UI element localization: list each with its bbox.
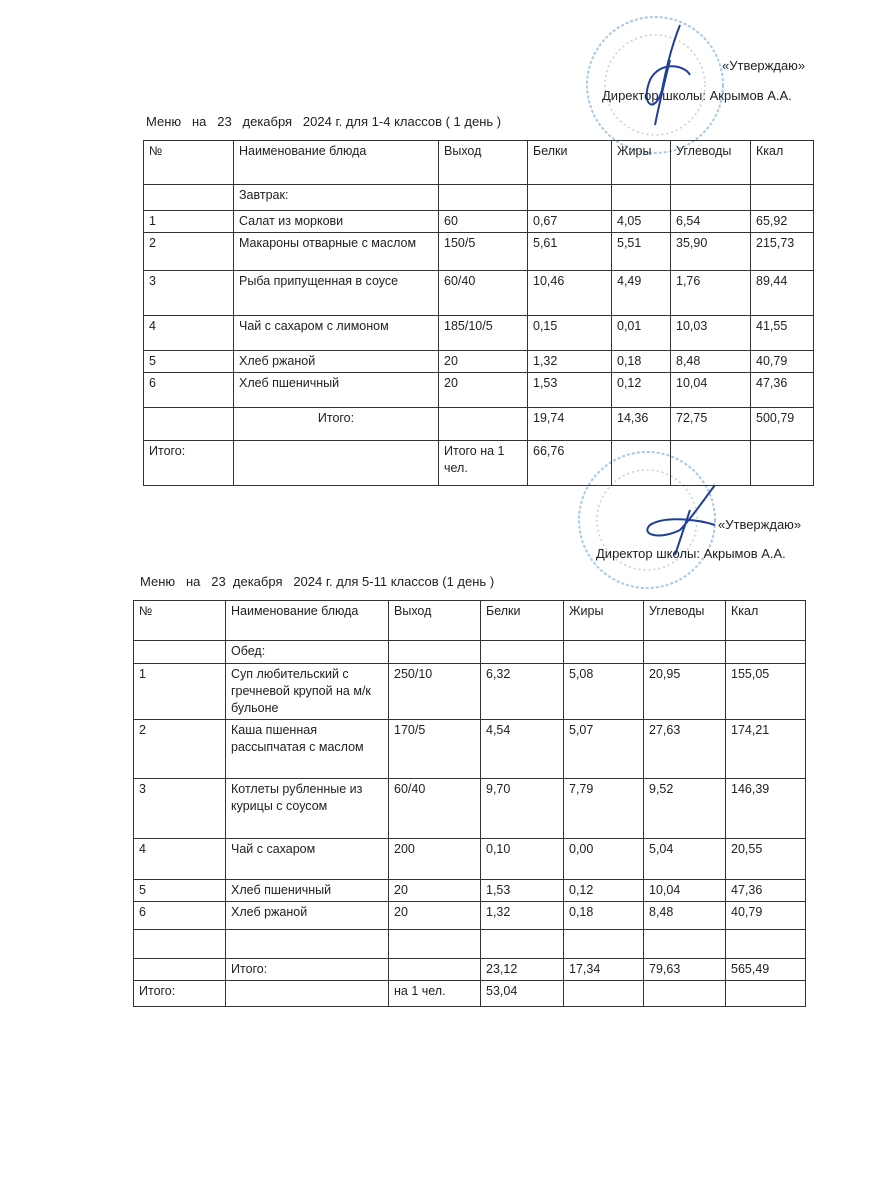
cell-fat: 0,00 — [564, 839, 644, 880]
cell-number: 3 — [134, 779, 226, 839]
cell-protein: 66,76 — [528, 441, 612, 486]
header-number: № — [144, 141, 234, 185]
school-stamp — [580, 10, 730, 160]
cell-fat: 0,12 — [612, 373, 671, 408]
cell-dish-name: Рыба припущенная в соусе — [234, 271, 439, 316]
cell-fat: 17,34 — [564, 959, 644, 981]
cell-fat — [564, 981, 644, 1007]
cell-protein: 1,32 — [481, 902, 564, 930]
cell-fat: 14,36 — [612, 408, 671, 441]
cell-fat: 0,12 — [564, 880, 644, 902]
cell-protein — [481, 930, 564, 959]
cell-protein: 1,32 — [528, 351, 612, 373]
cell-number — [134, 959, 226, 981]
cell-carbs: 5,04 — [644, 839, 726, 880]
director-signature-line: Директор школы: Акрымов А.А. — [602, 88, 792, 103]
cell-number: 4 — [134, 839, 226, 880]
cell-number: 5 — [144, 351, 234, 373]
cell-carbs: 8,48 — [671, 351, 751, 373]
cell-number — [134, 930, 226, 959]
cell-fat: 5,51 — [612, 233, 671, 271]
cell-portion: 150/5 — [439, 233, 528, 271]
cell-portion: 170/5 — [389, 720, 481, 779]
cell-portion: 200 — [389, 839, 481, 880]
cell-number: 6 — [134, 902, 226, 930]
menu-table-1-4 — [143, 140, 814, 486]
cell-carbs: 27,63 — [644, 720, 726, 779]
cell-protein: 0,15 — [528, 316, 612, 351]
cell-carbs: 79,63 — [644, 959, 726, 981]
cell-fat — [612, 441, 671, 486]
cell-kcal: 215,73 — [751, 233, 814, 271]
cell-protein: 23,12 — [481, 959, 564, 981]
cell-number — [144, 408, 234, 441]
cell-portion: 60 — [439, 211, 528, 233]
cell-protein: 0,10 — [481, 839, 564, 880]
cell-kcal — [751, 185, 814, 211]
header-dish-name: Наименование блюда — [226, 601, 389, 641]
header-dish-name: Наименование блюда — [234, 141, 439, 185]
cell-portion — [439, 408, 528, 441]
table-row — [134, 880, 806, 902]
cell-kcal — [751, 441, 814, 486]
cell-number — [134, 641, 226, 664]
cell-fat: 5,08 — [564, 664, 644, 720]
table-header-row — [144, 141, 814, 185]
cell-kcal: 500,79 — [751, 408, 814, 441]
table-row — [134, 839, 806, 880]
table-row — [144, 408, 814, 441]
cell-dish-name: Хлеб ржаной — [234, 351, 439, 373]
cell-carbs — [671, 441, 751, 486]
cell-dish-name: Суп любительский с гречневой крупой на м/к бульоне — [226, 664, 389, 720]
cell-carbs: 10,03 — [671, 316, 751, 351]
cell-carbs — [644, 930, 726, 959]
cell-carbs: 8,48 — [644, 902, 726, 930]
cell-kcal: 146,39 — [726, 779, 806, 839]
table-row — [144, 316, 814, 351]
cell-dish-name: Чай с сахаром — [226, 839, 389, 880]
cell-portion: на 1 чел. — [389, 981, 481, 1007]
table-row — [134, 664, 806, 720]
table-row — [144, 211, 814, 233]
cell-portion: 185/10/5 — [439, 316, 528, 351]
cell-number: 4 — [144, 316, 234, 351]
cell-kcal: 47,36 — [726, 880, 806, 902]
cell-carbs — [644, 981, 726, 1007]
cell-kcal: 40,79 — [751, 351, 814, 373]
cell-number: 1 — [134, 664, 226, 720]
menu-title: Меню на 23 декабря 2024 г. для 5-11 классов (1 день ) — [140, 574, 495, 589]
cell-dish-name: Хлеб пшеничный — [226, 880, 389, 902]
cell-fat — [612, 185, 671, 211]
cell-kcal: 155,05 — [726, 664, 806, 720]
cell-kcal: 41,55 — [751, 316, 814, 351]
cell-protein: 4,54 — [481, 720, 564, 779]
header-carbs: Углеводы — [644, 601, 726, 641]
cell-portion: 60/40 — [439, 271, 528, 316]
cell-carbs — [671, 185, 751, 211]
cell-kcal: 47,36 — [751, 373, 814, 408]
cell-portion: 60/40 — [389, 779, 481, 839]
table-row — [134, 959, 806, 981]
approval-label: «Утверждаю» — [718, 517, 802, 532]
cell-portion — [389, 641, 481, 664]
table-row — [134, 930, 806, 959]
cell-fat: 4,49 — [612, 271, 671, 316]
cell-protein: 53,04 — [481, 981, 564, 1007]
cell-dish-name — [226, 981, 389, 1007]
cell-portion: 20 — [389, 902, 481, 930]
cell-portion: 20 — [439, 351, 528, 373]
cell-protein — [481, 641, 564, 664]
cell-carbs: 10,04 — [644, 880, 726, 902]
cell-portion: 250/10 — [389, 664, 481, 720]
cell-protein: 1,53 — [528, 373, 612, 408]
table-row — [134, 779, 806, 839]
cell-number: 5 — [134, 880, 226, 902]
cell-dish-name: Итого: — [226, 959, 389, 981]
cell-kcal: 40,79 — [726, 902, 806, 930]
cell-dish-name — [234, 441, 439, 486]
approval-label: «Утверждаю» — [722, 58, 806, 73]
table-row — [134, 981, 806, 1007]
cell-protein: 19,74 — [528, 408, 612, 441]
cell-portion — [439, 185, 528, 211]
cell-protein — [528, 185, 612, 211]
cell-dish-name: Хлеб пшеничный — [234, 373, 439, 408]
cell-kcal: 89,44 — [751, 271, 814, 316]
cell-kcal: 174,21 — [726, 720, 806, 779]
cell-fat: 5,07 — [564, 720, 644, 779]
menu-table-5-11 — [133, 600, 806, 1007]
cell-portion — [389, 930, 481, 959]
table-row — [144, 233, 814, 271]
cell-kcal: 565,49 — [726, 959, 806, 981]
cell-protein: 0,67 — [528, 211, 612, 233]
cell-portion: 20 — [389, 880, 481, 902]
table-row — [144, 351, 814, 373]
cell-dish-name: Завтрак: — [234, 185, 439, 211]
cell-protein: 5,61 — [528, 233, 612, 271]
cell-dish-name — [226, 930, 389, 959]
cell-number: Итого: — [144, 441, 234, 486]
cell-protein: 9,70 — [481, 779, 564, 839]
cell-fat: 4,05 — [612, 211, 671, 233]
table-row — [134, 902, 806, 930]
cell-dish-name: Обед: — [226, 641, 389, 664]
cell-number: 3 — [144, 271, 234, 316]
table-row — [144, 373, 814, 408]
cell-kcal: 20,55 — [726, 839, 806, 880]
signature-icon — [610, 20, 710, 130]
cell-kcal — [726, 930, 806, 959]
table-row — [144, 185, 814, 211]
cell-number: 2 — [134, 720, 226, 779]
cell-dish-name: Хлеб ржаной — [226, 902, 389, 930]
table-row — [134, 641, 806, 664]
cell-dish-name: Макароны отварные с маслом — [234, 233, 439, 271]
header-protein: Белки — [481, 601, 564, 641]
director-signature-line: Директор школы: Акрымов А.А. — [596, 546, 786, 561]
cell-carbs: 9,52 — [644, 779, 726, 839]
cell-carbs: 10,04 — [671, 373, 751, 408]
header-fat: Жиры — [564, 601, 644, 641]
table-row — [134, 720, 806, 779]
cell-number: Итого: — [134, 981, 226, 1007]
cell-portion: Итого на 1 чел. — [439, 441, 528, 486]
cell-portion — [389, 959, 481, 981]
cell-carbs: 35,90 — [671, 233, 751, 271]
table-header-row — [134, 601, 806, 641]
cell-kcal — [726, 981, 806, 1007]
cell-kcal — [726, 641, 806, 664]
cell-fat: 0,01 — [612, 316, 671, 351]
cell-number: 2 — [144, 233, 234, 271]
table-row — [144, 271, 814, 316]
cell-portion: 20 — [439, 373, 528, 408]
header-kcal: Ккал — [751, 141, 814, 185]
cell-fat: 0,18 — [612, 351, 671, 373]
cell-carbs: 72,75 — [671, 408, 751, 441]
cell-carbs: 20,95 — [644, 664, 726, 720]
cell-fat — [564, 930, 644, 959]
cell-fat: 7,79 — [564, 779, 644, 839]
cell-dish-name: Каша пшенная рассыпчатая с маслом — [226, 720, 389, 779]
cell-protein: 1,53 — [481, 880, 564, 902]
cell-dish-name: Итого: — [234, 408, 439, 441]
header-portion: Выход — [439, 141, 528, 185]
menu-title: Меню на 23 декабря 2024 г. для 1-4 классов ( 1 день ) — [146, 114, 502, 129]
header-number: № — [134, 601, 226, 641]
header-kcal: Ккал — [726, 601, 806, 641]
header-carbs: Углеводы — [671, 141, 751, 185]
cell-dish-name: Чай с сахаром с лимоном — [234, 316, 439, 351]
table-row — [144, 441, 814, 486]
cell-number: 6 — [144, 373, 234, 408]
cell-kcal: 65,92 — [751, 211, 814, 233]
cell-number — [144, 185, 234, 211]
cell-protein: 10,46 — [528, 271, 612, 316]
cell-dish-name: Котлеты рубленные из курицы с соусом — [226, 779, 389, 839]
header-portion: Выход — [389, 601, 481, 641]
header-fat: Жиры — [612, 141, 671, 185]
cell-carbs: 6,54 — [671, 211, 751, 233]
cell-dish-name: Салат из моркови — [234, 211, 439, 233]
header-protein: Белки — [528, 141, 612, 185]
cell-carbs — [644, 641, 726, 664]
cell-carbs: 1,76 — [671, 271, 751, 316]
cell-protein: 6,32 — [481, 664, 564, 720]
cell-fat — [564, 641, 644, 664]
cell-number: 1 — [144, 211, 234, 233]
cell-fat: 0,18 — [564, 902, 644, 930]
